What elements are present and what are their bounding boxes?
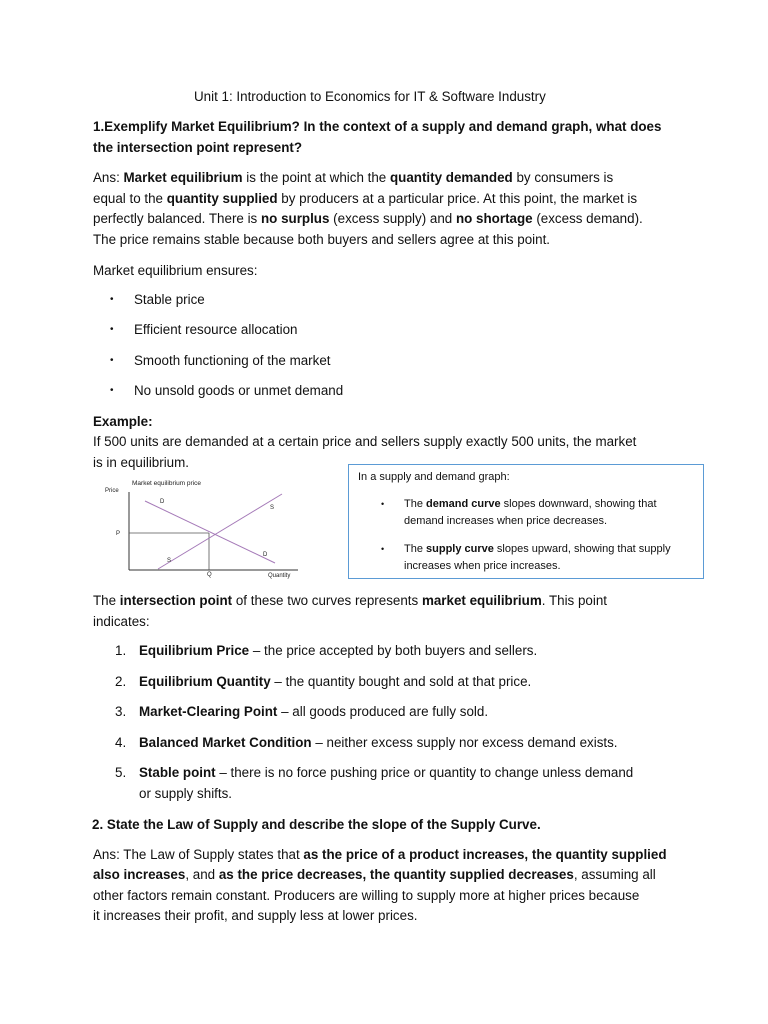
supply-demand-graph xyxy=(100,474,310,580)
answer-1-line-3: perfectly balanced. There is no surplus (excess supply) and no shortage (excess demand). xyxy=(93,211,643,226)
numbered-item-equilibrium-price: Equilibrium Price – the price accepted by both buyers and sellers. xyxy=(139,643,538,658)
price-p-label: P xyxy=(116,531,121,537)
quantity-q-label: Q xyxy=(207,572,212,578)
info-box-bullet: • xyxy=(381,544,385,554)
answer-1-line-4: The price remains stable because both buyers and sellers agree at this point. xyxy=(93,232,551,247)
graph-price-label: Price xyxy=(105,488,119,494)
graph-title: Market equilibrium price xyxy=(132,480,201,487)
info-box-demand-line-2: demand increases when price decreases. xyxy=(404,515,608,527)
numbered-marker: 3. xyxy=(115,704,127,719)
numbered-item-equilibrium-quantity: Equilibrium Quantity – the quantity bought and sold at that price. xyxy=(139,674,532,689)
supply-label-top: S xyxy=(270,505,275,511)
list-item-efficient-allocation: Efficient resource allocation xyxy=(134,322,298,337)
example-heading: Example: xyxy=(93,414,153,429)
example-line-2: is in equilibrium. xyxy=(93,455,190,470)
question-1-line-2: the intersection point represent? xyxy=(93,140,303,155)
intersection-line-1: The intersection point of these two curves represents market equilibrium. This point xyxy=(93,593,608,608)
list-item-smooth-functioning: Smooth functioning of the market xyxy=(134,353,331,368)
list-item-no-unsold-goods: No unsold goods or unmet demand xyxy=(134,383,344,398)
answer-2-line-4: it increases their profit, and supply less at lower prices. xyxy=(93,908,418,923)
numbered-item-market-clearing: Market-Clearing Point – all goods produced are fully sold. xyxy=(139,704,489,719)
demand-label-top: D xyxy=(160,499,165,505)
question-2: 2. State the Law of Supply and describe the slope of the Supply Curve. xyxy=(92,817,541,832)
question-1-line-1: 1.Exemplify Market Equilibrium? In the context of a supply and demand graph, what does xyxy=(93,119,662,134)
bullet-marker: • xyxy=(110,294,114,305)
bullet-marker: • xyxy=(110,324,114,335)
numbered-item-balanced-market: Balanced Market Condition – neither excess supply nor excess demand exists. xyxy=(139,735,618,750)
demand-label-bottom: D xyxy=(263,552,268,558)
info-box-demand-line-1: The demand curve slopes downward, showing that xyxy=(404,498,657,510)
info-box-bullet: • xyxy=(381,499,385,509)
numbered-marker: 4. xyxy=(115,735,127,750)
info-box-heading: In a supply and demand graph: xyxy=(358,471,510,483)
numbered-marker: 5. xyxy=(115,765,127,780)
numbered-item-stable-point: Stable point – there is no force pushing price or quantity to change unless demand xyxy=(139,765,634,780)
answer-2-line-1: Ans: The Law of Supply states that as the price of a product increases, the quantity supplied xyxy=(93,847,667,862)
bullet-marker: • xyxy=(110,385,114,396)
numbered-marker: 2. xyxy=(115,674,127,689)
example-line-1: If 500 units are demanded at a certain price and sellers supply exactly 500 units, the market xyxy=(93,434,637,449)
info-box-supply-line-1: The supply curve slopes upward, showing that supply xyxy=(404,543,671,555)
ensures-heading: Market equilibrium ensures: xyxy=(93,263,258,278)
graph-quantity-label: Quantity xyxy=(268,573,291,579)
bullet-marker: • xyxy=(110,355,114,366)
numbered-item-stable-point-continued: or supply shifts. xyxy=(139,786,233,801)
answer-1-line-1: Ans: Market equilibrium is the point at which the quantity demanded by consumers is xyxy=(93,170,614,185)
answer-1-line-2: equal to the quantity supplied by producers at a particular price. At this point, the market is xyxy=(93,191,638,206)
list-item-stable-price: Stable price xyxy=(134,292,205,307)
info-box xyxy=(348,464,704,579)
supply-label-bottom: S xyxy=(167,558,172,564)
answer-2-line-2: also increases, and as the price decreases, the quantity supplied decreases, assuming all xyxy=(93,867,656,882)
intersection-line-2: indicates: xyxy=(93,614,150,629)
page-title: Unit 1: Introduction to Economics for IT & Software Industry xyxy=(194,89,546,104)
info-box-supply-line-2: increases when price increases. xyxy=(404,560,561,572)
answer-2-line-3: other factors remain constant. Producers are willing to supply more at higher prices because xyxy=(93,888,640,903)
numbered-marker: 1. xyxy=(115,643,127,658)
